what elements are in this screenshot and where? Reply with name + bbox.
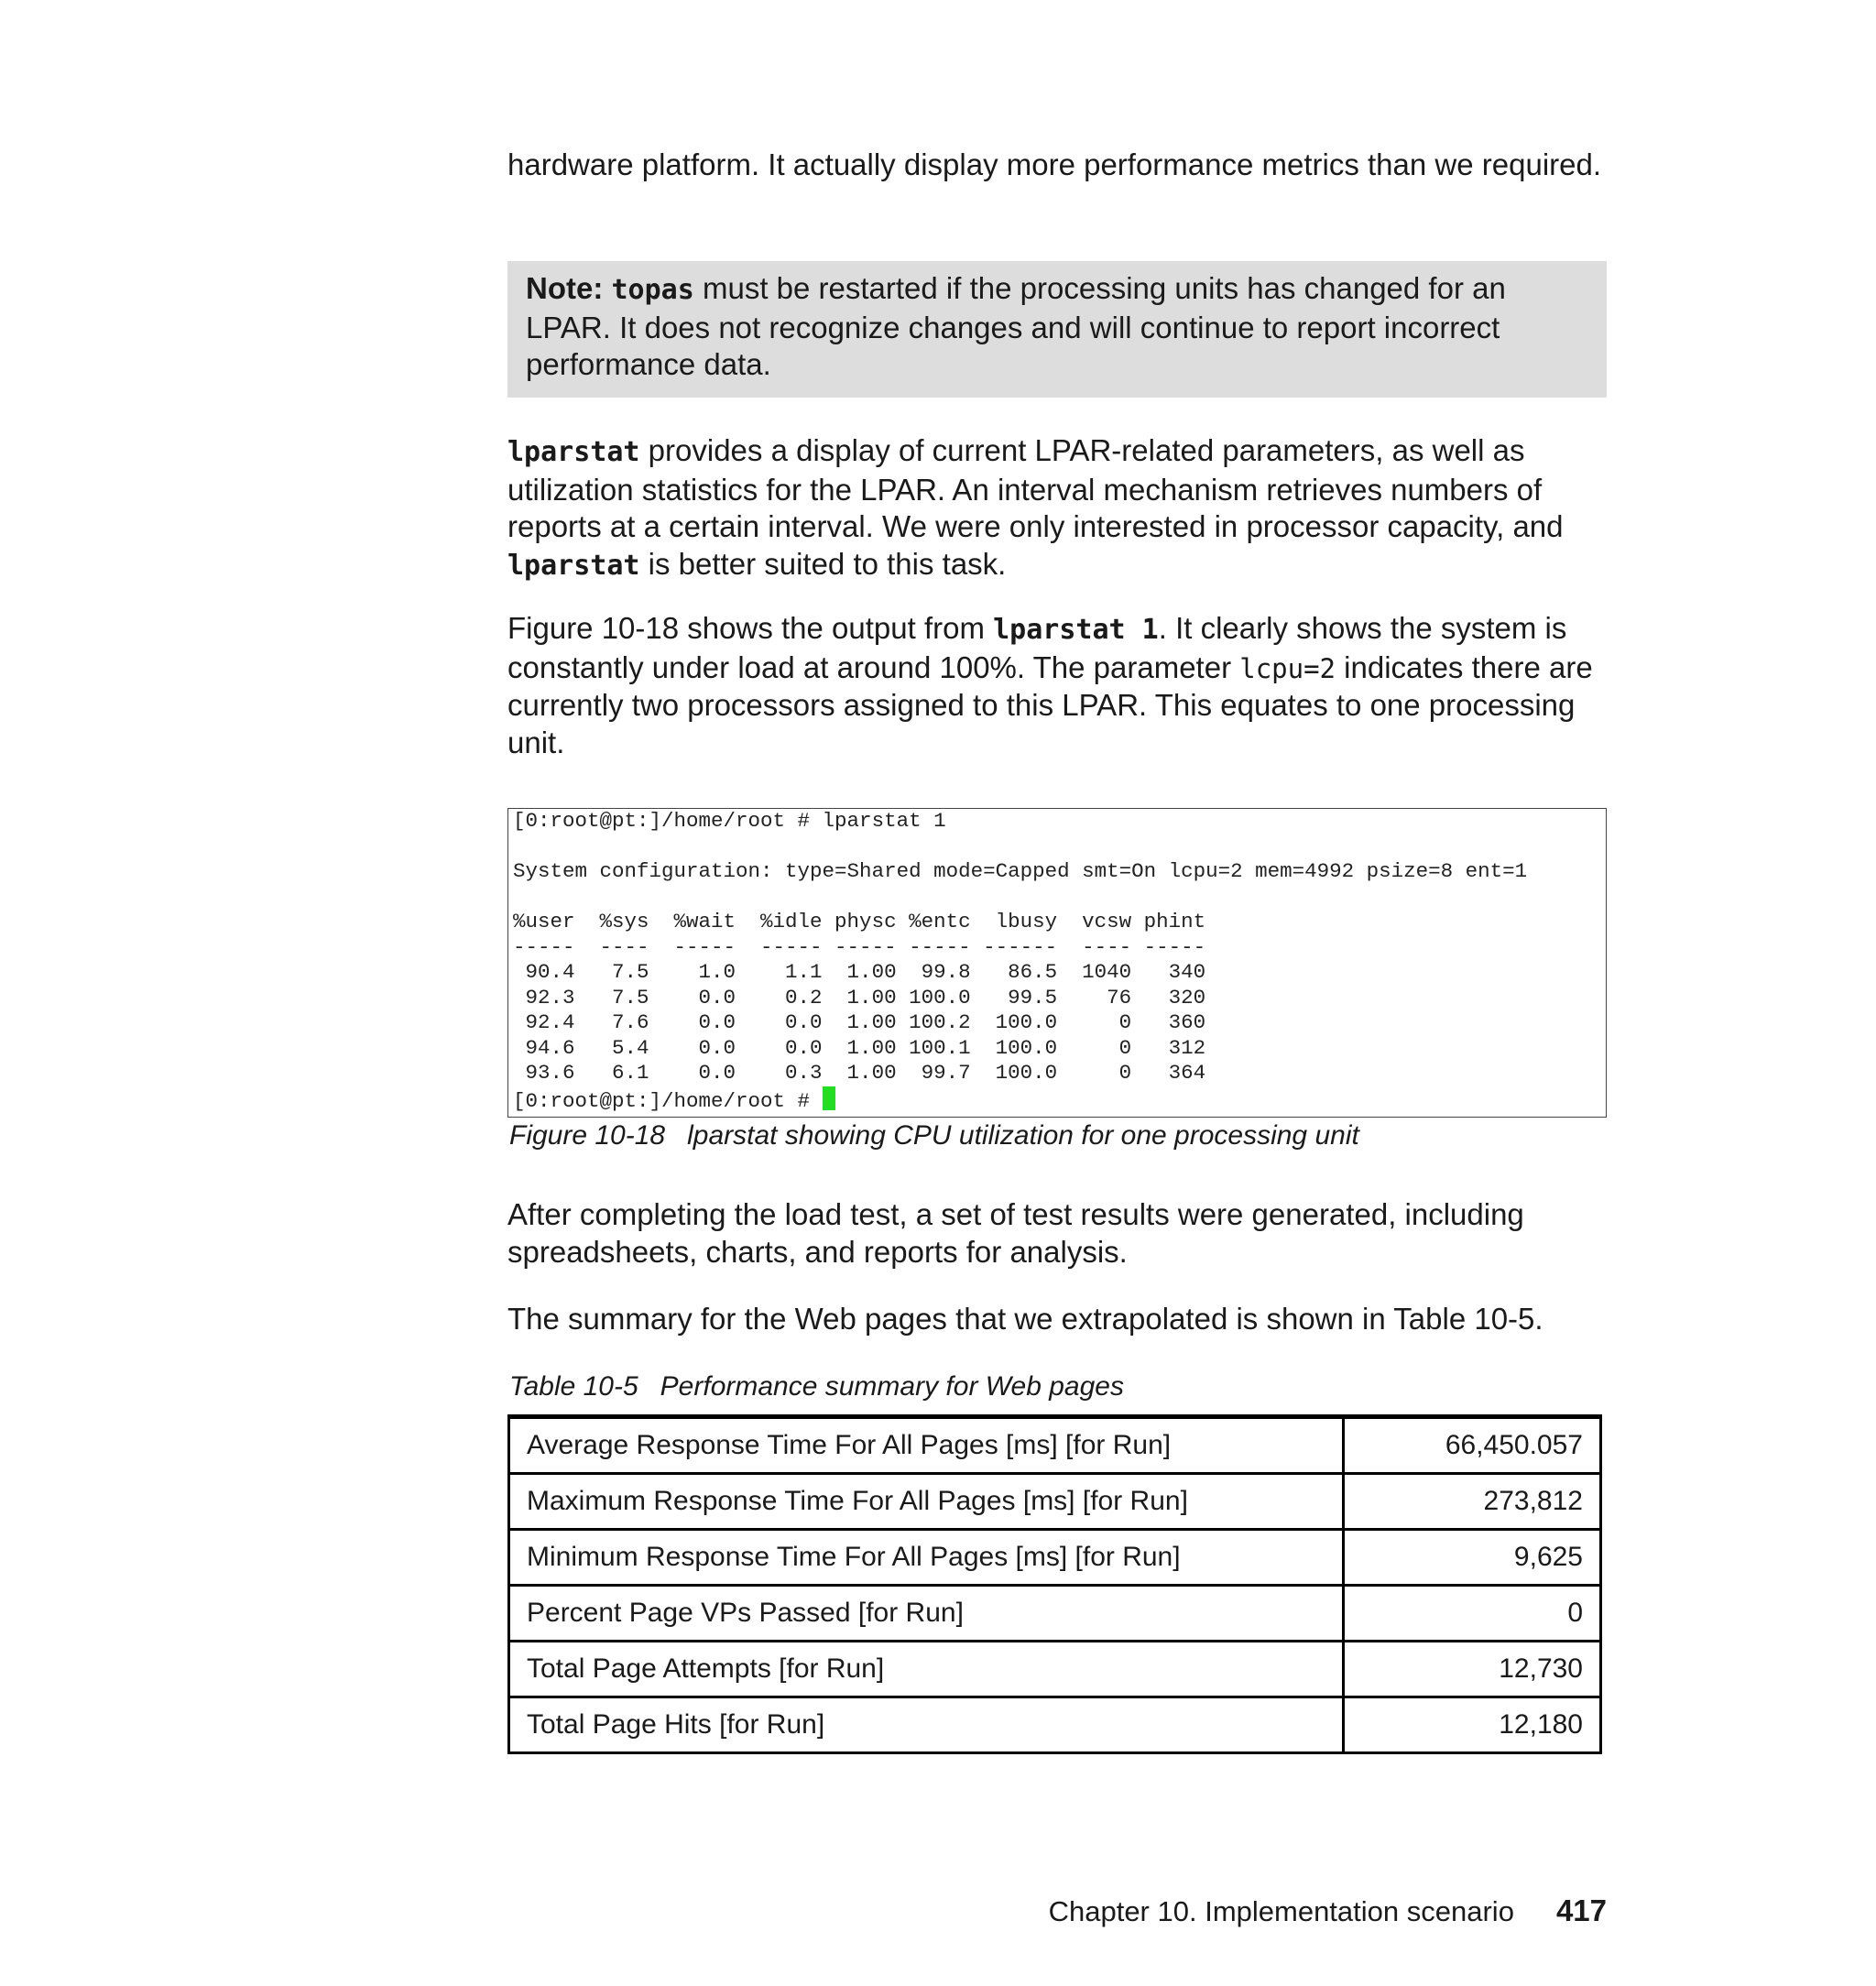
note-box [507, 261, 1607, 398]
terminal-dashes-line: ----- ---- ----- ----- ----- ----- ------ ---- ----- [513, 934, 1206, 959]
lparstat-command-1: lparstat [507, 436, 640, 468]
terminal-final-prompt: [0:root@pt:]/home/root # [513, 1088, 823, 1113]
terminal-data-row: 92.4 7.6 0.0 0.0 1.00 100.2 100.0 0 360 [513, 1010, 1206, 1034]
terminal-config-line: System configuration: type=Shared mode=Capped smt=On lcpu=2 mem=4992 psize=8 ent=1 [513, 859, 1528, 883]
table-cell-label: Total Page Hits [for Run] [509, 1697, 1344, 1753]
figure-reference-paragraph [507, 610, 1607, 761]
table-cell-value: 12,730 [1344, 1642, 1601, 1697]
table-cell-label: Percent Page VPs Passed [for Run] [509, 1586, 1344, 1642]
table-cell-label: Average Response Time For All Pages [ms] [for Run] [509, 1417, 1344, 1474]
terminal-data-row: 94.6 5.4 0.0 0.0 1.00 100.1 100.0 0 312 [513, 1035, 1206, 1060]
table-row [509, 1586, 1601, 1642]
table-cell-value: 66,450.057 [1344, 1417, 1601, 1474]
terminal-header-line: %user %sys %wait %idle physc %entc lbusy vcsw phint [513, 910, 1206, 933]
lparstat-paragraph [507, 432, 1607, 584]
table-cell-label: Maximum Response Time For All Pages [ms] [for Run] [509, 1474, 1344, 1530]
figure-caption [509, 1119, 1359, 1152]
figure-caption-text: lparstat showing CPU utilization for one processing unit [687, 1120, 1359, 1151]
lparstat-text-1: provides a display of current LPAR-related parameters, as well as utilization statistics for the LPAR. An interval mechanism retrieves numbers of reports at a certain interval. We were only interested in processor capacity, and [507, 433, 1564, 543]
table-row [509, 1642, 1601, 1697]
performance-summary-table [507, 1414, 1602, 1754]
terminal-data-row: 90.4 7.5 1.0 1.1 1.00 99.8 86.5 1040 340 [513, 960, 1206, 984]
figure-ref-command: lparstat 1 [993, 614, 1159, 646]
note-label: Note: [526, 271, 604, 305]
table-row [509, 1697, 1601, 1753]
table-cell-label: Total Page Attempts [for Run] [509, 1642, 1344, 1697]
figure-ref-param: lcpu=2 [1239, 652, 1336, 684]
table-caption-number: Table 10-5 [509, 1371, 638, 1402]
footer-chapter: Chapter 10. Implementation scenario [1048, 1895, 1514, 1927]
lparstat-command-2: lparstat [507, 549, 640, 582]
terminal-screenshot [507, 808, 1607, 1118]
figure-ref-text-3: indicates there are currently two processors assigned to this LPAR. This equates to one processing unit. [507, 649, 1593, 759]
summary-paragraph: The summary for the Web pages that we extrapolated is shown in Table 10-5. [507, 1302, 1543, 1336]
figure-ref-text-1: Figure 10-18 shows the output from [507, 611, 994, 645]
table-cell-value: 0 [1344, 1586, 1601, 1642]
lparstat-text-2: is better suited to this task. [639, 546, 1007, 581]
terminal-data-row: 93.6 6.1 0.0 0.3 1.00 99.7 100.0 0 364 [513, 1061, 1206, 1085]
table-cell-value: 9,625 [1344, 1530, 1601, 1586]
terminal-data-row: 92.3 7.5 0.0 0.2 1.00 100.0 99.5 76 320 [513, 985, 1206, 1009]
page-number: 417 [1555, 1893, 1607, 1927]
table-caption [509, 1370, 1124, 1403]
table-row [509, 1474, 1601, 1530]
table-cell-value: 273,812 [1344, 1474, 1601, 1530]
note-command: topas [611, 274, 694, 306]
terminal-command-line: [0:root@pt:]/home/root # lparstat 1 [513, 809, 946, 833]
table-row [509, 1417, 1601, 1474]
table-caption-text: Performance summary for Web pages [660, 1371, 1124, 1402]
figure-caption-number: Figure 10-18 [509, 1120, 666, 1151]
figure-ref-text-2: . It clearly shows the system is constantly under load at around 100%. The parameter [507, 611, 1567, 684]
table-cell-value: 12,180 [1344, 1697, 1601, 1753]
terminal-blank-line [513, 885, 1606, 911]
table-row [509, 1530, 1601, 1586]
terminal-blank-line [513, 835, 1606, 860]
table-cell-label: Minimum Response Time For All Pages [ms] [for Run] [509, 1530, 1344, 1586]
note-body: must be restarted if the processing units has changed for an LPAR. It does not recognize changes and will continue to report incorrect performance data. [526, 271, 1506, 381]
page-footer [507, 1893, 1607, 1930]
after-test-paragraph: After completing the load test, a set of test results were generated, including spreadsheets, charts, and reports for analysis. [507, 1197, 1524, 1269]
note-text [526, 270, 1588, 384]
cursor-icon [823, 1086, 835, 1110]
intro-paragraph: hardware platform. It actually display more performance metrics than we required. [507, 147, 1602, 181]
terminal-prompt-line [513, 1086, 1606, 1112]
